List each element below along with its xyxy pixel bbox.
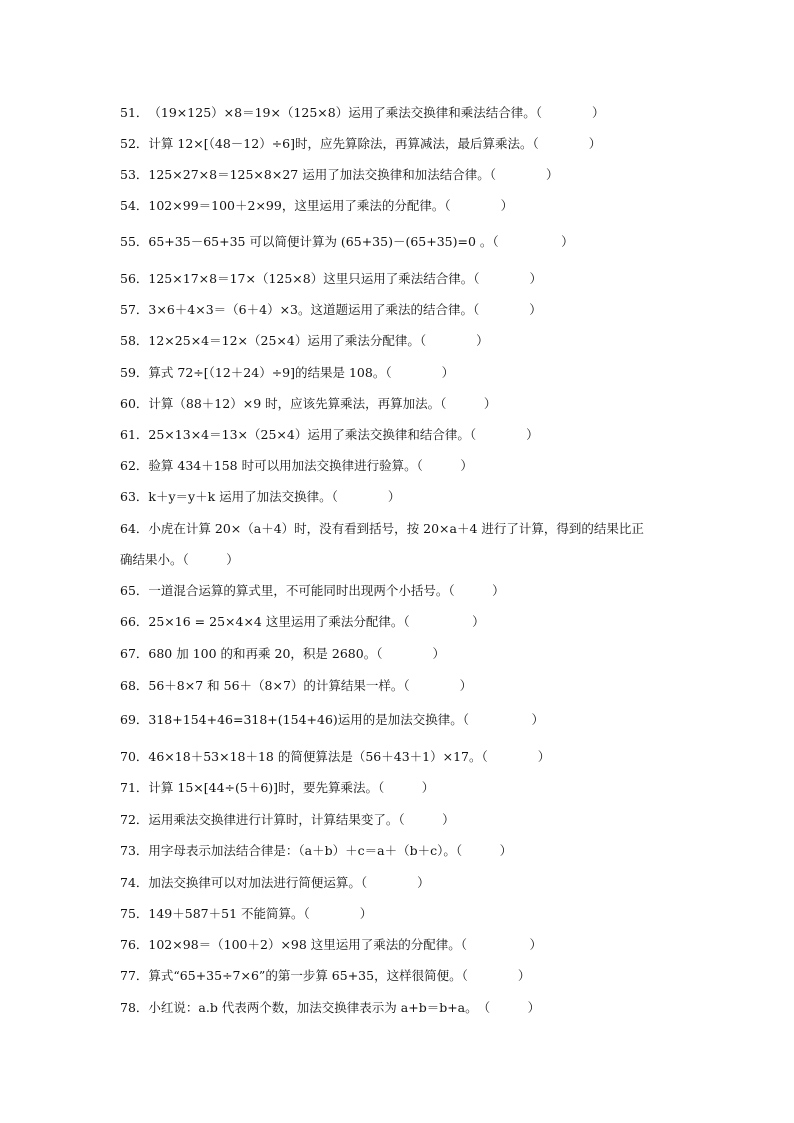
question-text: k＋y＝y＋k 运用了加法交换律。（ ） <box>148 489 401 504</box>
question-number: 58． <box>120 333 149 348</box>
question-78 <box>120 999 540 1017</box>
question-57 <box>120 301 542 319</box>
question-text: 25×16 = 25×4×4 这里运用了乘法分配律。（ ） <box>148 614 485 629</box>
question-text: 运用乘法交换律进行计算时，计算结果变了。（ ） <box>148 812 455 827</box>
question-number: 64． <box>120 521 149 536</box>
question-number: 54． <box>120 198 149 213</box>
question-text: 125×17×8＝17×（125×8）这里只运用了乘法结合律。（ ） <box>148 271 542 286</box>
question-61 <box>120 426 539 444</box>
question-76 <box>120 936 542 954</box>
question-number: 78． <box>120 1000 149 1015</box>
question-number: 68． <box>120 678 149 693</box>
question-number: 62． <box>120 458 149 473</box>
question-text: 计算 15×[44÷(5＋6)]时，要先算乘法。（ ） <box>148 780 435 795</box>
question-72 <box>120 811 455 829</box>
question-53 <box>120 166 558 184</box>
question-number: 76． <box>120 937 149 952</box>
question-text: 149＋587＋51 不能简算。（ ） <box>148 906 373 921</box>
question-63 <box>120 488 400 506</box>
question-77 <box>120 967 530 985</box>
question-52 <box>120 135 601 153</box>
question-60 <box>120 395 496 413</box>
question-text: 验算 434＋158 时可以用加法交换律进行验算。（ ） <box>148 458 473 473</box>
question-text: 一道混合运算的算式里，不可能同时出现两个小括号。（ ） <box>148 583 505 598</box>
question-number: 74． <box>120 875 149 890</box>
question-text: 小红说：a.b 代表两个数，加法交换律表示为 a+b＝b+a。 （ ） <box>148 1000 541 1015</box>
question-number: 63． <box>120 489 149 504</box>
question-70 <box>120 748 550 766</box>
question-68 <box>120 677 472 695</box>
question-text: 102×99＝100＋2×99，这里运用了乘法的分配律。（ ） <box>148 198 514 213</box>
question-number: 75． <box>120 906 149 921</box>
question-number: 65． <box>120 583 149 598</box>
question-number: 57． <box>120 302 149 317</box>
question-text: 用字母表示加法结合律是：（a＋b）＋c＝a＋（b＋c）。（ ） <box>148 843 513 858</box>
question-58 <box>120 332 489 350</box>
question-text: 102×98＝（100＋2）×98 这里运用了乘法的分配律。（ ） <box>148 937 543 952</box>
question-number: 70． <box>120 749 149 764</box>
question-64 <box>120 520 644 538</box>
question-67 <box>120 645 445 663</box>
question-text: 125×27×8＝125×8×27 运用了加法交换律和加法结合律。（ ） <box>148 167 559 182</box>
question-text: 680 加 100 的和再乘 20，积是 2680。（ ） <box>148 646 445 661</box>
question-number: 73． <box>120 843 149 858</box>
question-text: 计算（88＋12）×9 时，应该先算乘法，再算加法。（ ） <box>148 396 497 411</box>
question-number: 53． <box>120 167 149 182</box>
question-66 <box>120 613 485 631</box>
question-text: 算式 72÷[（12＋24）÷9]的结果是 108。（ ） <box>148 365 455 380</box>
question-number: 61． <box>120 427 149 442</box>
question-text: 12×25×4＝12×（25×4）运用了乘法分配律。（ ） <box>148 333 489 348</box>
question-number: 66． <box>120 614 149 629</box>
question-text: 56＋8×7 和 56＋（8×7）的计算结果一样。（ ） <box>148 678 473 693</box>
question-number: 67． <box>120 646 149 661</box>
question-text: 加法交换律可以对加法进行简便运算。（ ） <box>148 875 430 890</box>
question-number: 77． <box>120 968 149 983</box>
question-65 <box>120 582 505 600</box>
question-text: 46×18＋53×18＋18 的简便算法是（56＋43＋1）×17。（ ） <box>148 749 551 764</box>
question-text: 65+35－65+35 可以简便计算为 (65+35)－(65+35)=0 。（ ） <box>148 234 574 249</box>
question-text: 25×13×4＝13×（25×4）运用了乘法交换律和结合律。（ ） <box>148 427 539 442</box>
question-text: 3×6＋4×3＝（6＋4）×3。这道题运用了乘法的结合律。（ ） <box>148 302 542 317</box>
question-text: 计算 12×[（48－12）÷6]时，应先算除法，再算减法，最后算乘法。（ ） <box>148 136 602 151</box>
question-51 <box>120 104 605 122</box>
question-75 <box>120 905 372 923</box>
question-text: 318+154+46=318+(154+46)运用的是加法交换律。（ ） <box>148 712 545 727</box>
question-64-continued <box>120 551 239 569</box>
question-number: 52． <box>120 136 149 151</box>
question-73 <box>120 842 512 860</box>
question-71 <box>120 779 434 797</box>
question-number: 72． <box>120 812 149 827</box>
question-text: （19×125）×8＝19×（125×8）运用了乘法交换律和乘法结合律。（ ） <box>148 105 605 120</box>
question-number: 59． <box>120 365 149 380</box>
question-59 <box>120 364 454 382</box>
question-69 <box>120 711 544 729</box>
question-number: 51． <box>120 105 149 120</box>
question-55 <box>120 233 574 251</box>
question-text: 确结果小。（ ） <box>120 552 239 567</box>
question-number: 60． <box>120 396 149 411</box>
question-74 <box>120 874 430 892</box>
question-56 <box>120 270 542 288</box>
question-number: 69． <box>120 712 149 727</box>
question-text: 小虎在计算 20×（a＋4）时，没有看到括号，按 20×a＋4 进行了计算，得到的结果比正 <box>148 521 644 536</box>
question-number: 55． <box>120 234 149 249</box>
question-62 <box>120 457 473 475</box>
question-54 <box>120 197 513 215</box>
question-text: 算式“65+35÷7×6”的第一步算 65+35，这样很简便。（ ） <box>148 968 531 983</box>
question-number: 71． <box>120 780 149 795</box>
question-number: 56． <box>120 271 149 286</box>
